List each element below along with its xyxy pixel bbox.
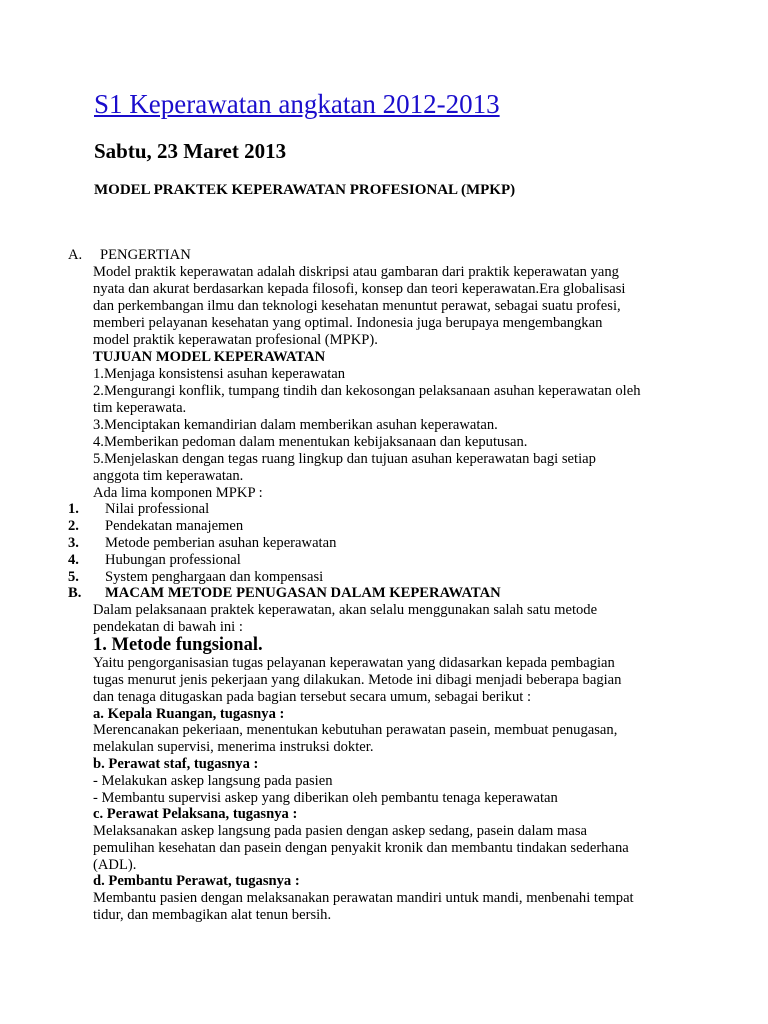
komponen-number: 5. — [68, 569, 79, 585]
metode-desc-line: tugas menurut jenis pekerjaan yang dilakukan. Metode ini dibagi menjadi beberapa bagian — [93, 672, 622, 688]
komponen-item: Metode pemberian asuhan keperawatan — [105, 535, 337, 551]
role-heading: d. Pembantu Perawat, tugasnya : — [93, 873, 300, 889]
paragraph-line: Model praktik keperawatan adalah diskripsi atau gambaran dari praktik keperawatan yang — [93, 264, 619, 280]
role-line: - Melakukan askep langsung pada pasien — [93, 773, 333, 789]
post-date: Sabtu, 23 Maret 2013 — [94, 139, 287, 163]
paragraph-line: model praktik keperawatan profesional (MPKP). — [93, 332, 378, 348]
section-b-heading: MACAM METODE PENUGASAN DALAM KEPERAWATAN — [105, 585, 501, 601]
tujuan-line: 4.Memberikan pedoman dalam menentukan kebijaksanaan dan keputusan. — [93, 434, 528, 450]
tujuan-line: 2.Mengurangi konflik, tumpang tindih dan kekosongan pelaksanaan asuhan keperawatan oleh — [93, 383, 641, 399]
role-line: pemulihan kesehatan dan pasein dengan penyakit kronik dan membantu tindakan sederhana — [93, 840, 629, 856]
role-line: Merencanakan pekeriaan, menentukan kebutuhan perawatan pasein, membuat penugasan, — [93, 722, 618, 738]
section-a-marker: A. — [68, 247, 83, 263]
tujuan-line: anggota tim keperawatan. — [93, 468, 244, 484]
intro-line: Dalam pelaksanaan praktek keperawatan, akan selalu menggunakan salah satu metode — [93, 602, 598, 618]
role-heading: c. Perawat Pelaksana, tugasnya : — [93, 806, 298, 822]
role-line: - Membantu supervisi askep yang diberikan oleh pembantu tenaga keperawatan — [93, 790, 558, 806]
blog-title-link[interactable]: S1 Keperawatan angkatan 2012-2013 — [94, 89, 500, 119]
metode-desc-line: Yaitu pengorganisasian tugas pelayanan keperawatan yang didasarkan kepada pembagian — [93, 655, 615, 671]
komponen-number: 3. — [68, 535, 79, 551]
komponen-item: System penghargaan dan kompensasi — [105, 569, 324, 585]
role-line: Melaksanakan askep langsung pada pasien dengan askep sedang, pasein dalam masa — [93, 823, 587, 839]
role-line: (ADL). — [93, 857, 137, 873]
komponen-item: Pendekatan manajemen — [105, 518, 244, 534]
role-line: melakulan supervisi, menerima instruksi dokter. — [93, 739, 374, 755]
tujuan-heading: TUJUAN MODEL KEPERAWATAN — [93, 349, 326, 365]
komponen-number: 2. — [68, 518, 79, 534]
metode-desc-line: dan tenaga ditugaskan pada bagian tersebut secara umum, sebagai berikut : — [93, 689, 532, 705]
intro-line: pendekatan di bawah ini : — [93, 619, 243, 635]
tujuan-line: 3.Menciptakan kemandirian dalam memberikan asuhan keperawatan. — [93, 417, 498, 433]
role-line: tidur, dan membagikan alat tenun bersih. — [93, 907, 332, 923]
paragraph-line: dan perkembangan ilmu dan teknologi kesehatan menuntut perawat, sebagai suatu profesi, — [93, 298, 621, 314]
role-heading: a. Kepala Ruangan, tugasnya : — [93, 706, 285, 722]
komponen-item: Nilai professional — [105, 501, 210, 517]
tujuan-line: 5.Menjelaskan dengan tegas ruang lingkup dan tujuan asuhan keperawatan bagi setiap — [93, 451, 596, 467]
section-b-marker: B. — [68, 585, 82, 601]
komponen-number: 1. — [68, 501, 79, 517]
paragraph-line: memberi pelayanan kesehatan yang optimal. Indonesia juga berupaya mengembangkan — [93, 315, 603, 331]
role-heading: b. Perawat staf, tugasnya : — [93, 756, 259, 772]
role-line: Membantu pasien dengan melaksanakan perawatan mandiri untuk mandi, menbenahi tempat — [93, 890, 634, 906]
paragraph-line: nyata dan akurat berdasarkan kepada filosofi, konsep dan teori keperawatan.Era globalisasi — [93, 281, 626, 297]
komponen-intro: Ada lima komponen MPKP : — [93, 485, 263, 501]
post-heading: MODEL PRAKTEK KEPERAWATAN PROFESIONAL (MPKP) — [94, 182, 516, 198]
metode-heading: 1. Metode fungsional. — [93, 635, 263, 655]
komponen-number: 4. — [68, 552, 79, 568]
komponen-item: Hubungan professional — [105, 552, 241, 568]
section-a-heading: PENGERTIAN — [100, 247, 191, 263]
tujuan-line: tim keperawata. — [93, 400, 187, 416]
tujuan-line: 1.Menjaga konsistensi asuhan keperawatan — [93, 366, 346, 382]
